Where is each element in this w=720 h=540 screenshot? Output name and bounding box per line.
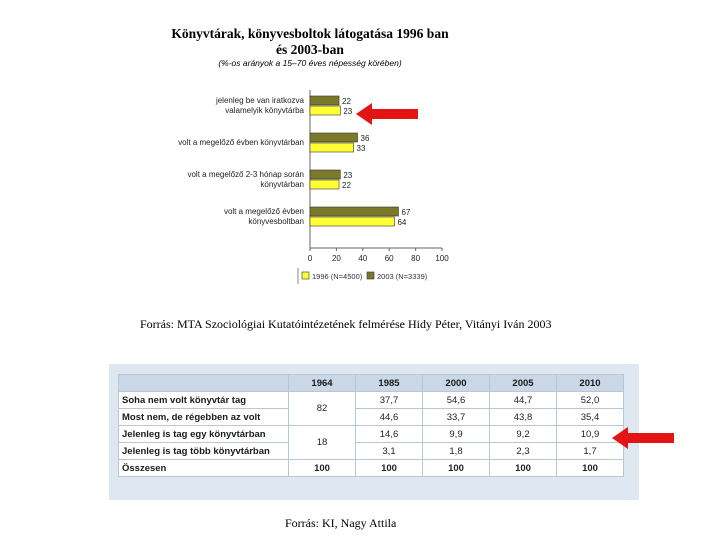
bar-chart: [160, 18, 460, 293]
table-cell: 37,7: [356, 392, 423, 409]
table-cell: 1,7: [557, 443, 624, 460]
chart-title-line1: Könyvtárak, könyvesboltok látogatása 1996 ban: [171, 26, 449, 41]
legend-swatch: [302, 272, 309, 279]
table-source-caption: Forrás: KI, Nagy Attila: [285, 516, 397, 530]
x-tick-label: 20: [331, 254, 341, 263]
x-tick-label: 0: [307, 254, 313, 263]
table-cell: 100: [557, 460, 624, 477]
bar: [310, 96, 339, 105]
table-cell: 52,0: [557, 392, 624, 409]
cell-1964-merged: 18: [289, 426, 356, 460]
table-total-row: [119, 460, 624, 477]
table-header-2010: 2010: [557, 375, 624, 392]
membership-table-panel: [109, 364, 639, 500]
table-cell: 9,2: [490, 426, 557, 443]
table-header-1985: 1985: [356, 375, 423, 392]
legend-label: 2003 (N=3339): [377, 272, 428, 281]
bar-value-label: 33: [356, 144, 366, 153]
category-label: jelenleg be van iratkozva: [215, 96, 304, 105]
bar: [310, 133, 358, 142]
table-cell: 44,7: [490, 392, 557, 409]
row-label: Soha nem volt könyvtár tag: [119, 392, 289, 409]
table-row: [119, 392, 624, 409]
bar: [310, 143, 354, 152]
table-cell: 1,8: [423, 443, 490, 460]
table-cell: 33,7: [423, 409, 490, 426]
table-cell: 100: [423, 460, 490, 477]
category-label: valamelyik könyvtárba: [225, 106, 304, 115]
table-cell: 35,4: [557, 409, 624, 426]
bar-value-label: 23: [343, 107, 353, 116]
bar-value-label: 22: [342, 181, 351, 190]
category-label: volt a megelőző évben: [223, 207, 304, 216]
row-label: Jelenleg is tag több könyvtárban: [119, 443, 289, 460]
row-label: Jelenleg is tag egy könyvtárban: [119, 426, 289, 443]
table-cell: 100: [289, 460, 356, 477]
table-cell: 3,1: [356, 443, 423, 460]
table-row: [119, 409, 624, 426]
bar-value-label: 67: [401, 208, 411, 217]
legend-label: 1996 (N=4500): [312, 272, 363, 281]
membership-table: [118, 374, 624, 477]
bar-value-label: 23: [343, 171, 353, 180]
table-row: [119, 443, 624, 460]
table-header-2000: 2000: [423, 375, 490, 392]
table-header-1964: 1964: [289, 375, 356, 392]
red-arrow-table-icon: [612, 427, 674, 449]
chart-subtitle: (%-os arányok a 15–70 éves népesség körében): [218, 58, 402, 68]
table-header-corner: [119, 375, 289, 392]
bar: [310, 170, 340, 179]
table-cell: 54,6: [423, 392, 490, 409]
red-arrow-chart-icon: [356, 103, 418, 125]
bar-value-label: 64: [397, 218, 407, 227]
x-tick-label: 100: [435, 254, 449, 263]
table-cell: 9,9: [423, 426, 490, 443]
table-header-row: [119, 375, 624, 392]
table-cell: 100: [490, 460, 557, 477]
table-cell: 100: [356, 460, 423, 477]
bar: [310, 106, 340, 115]
table-cell: 10,9: [557, 426, 624, 443]
category-label: volt a megelőző 2-3 hónap során: [187, 170, 304, 179]
bar: [310, 180, 339, 189]
table-header-2005: 2005: [490, 375, 557, 392]
category-label: volt a megelőző évben könyvtárban: [178, 138, 304, 147]
table-cell: 44,6: [356, 409, 423, 426]
chart-figure: [160, 18, 460, 293]
bar: [310, 217, 394, 226]
chart-title-line2: és 2003-ban: [276, 42, 344, 57]
table-row: [119, 426, 624, 443]
table-cell: 43,8: [490, 409, 557, 426]
row-label: Most nem, de régebben az volt: [119, 409, 289, 426]
bar-value-label: 22: [342, 97, 351, 106]
row-label-total: Összesen: [119, 460, 289, 477]
x-tick-label: 60: [384, 254, 394, 263]
x-tick-label: 40: [358, 254, 368, 263]
chart-source-caption: Forrás: MTA Szociológiai Kutatóintézetének felmérése Hidy Péter, Vitányi Iván 2003: [140, 317, 552, 331]
table-cell: 2,3: [490, 443, 557, 460]
cell-1964-merged: 82: [289, 392, 356, 426]
bar-value-label: 36: [360, 134, 370, 143]
x-tick-label: 80: [411, 254, 421, 263]
bar: [310, 207, 398, 216]
category-label: könyvesboltban: [248, 217, 304, 226]
category-label: könyvtárban: [260, 180, 304, 189]
legend-swatch: [367, 272, 374, 279]
table-cell: 14,6: [356, 426, 423, 443]
